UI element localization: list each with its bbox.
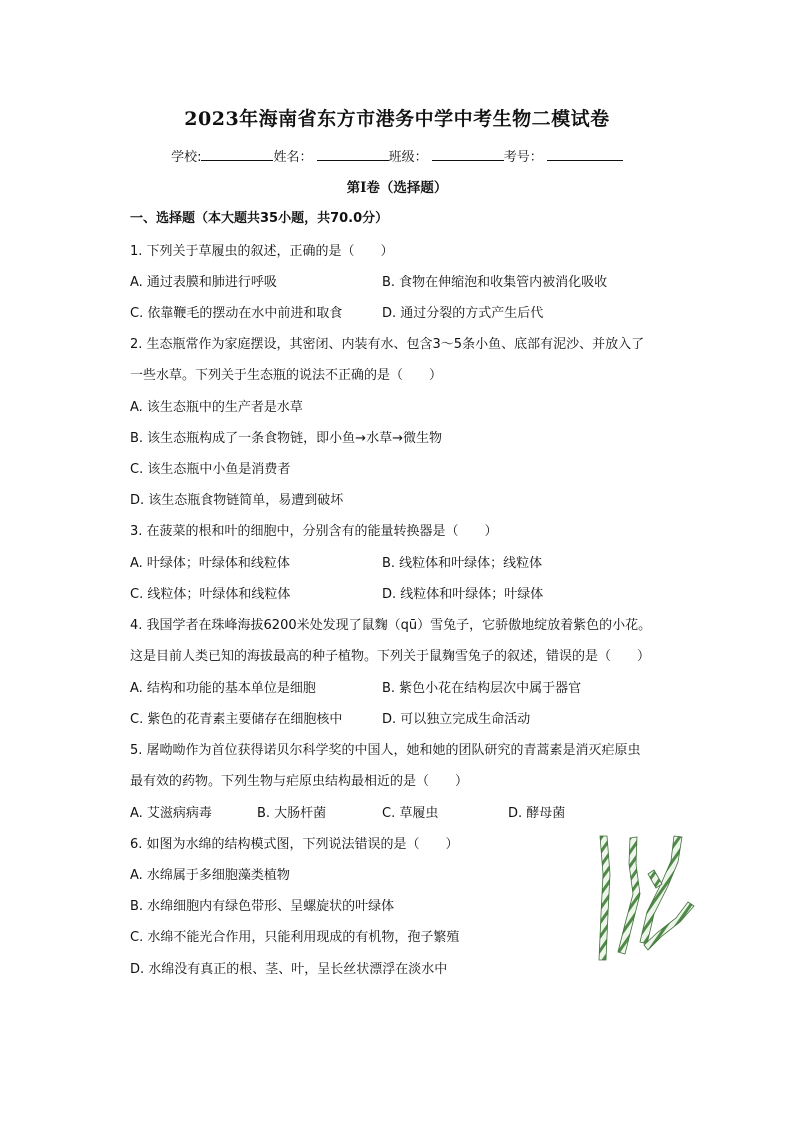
option-b: B. 食物在伸缩泡和收集管内被消化吸收 <box>382 275 608 290</box>
school-blank[interactable] <box>201 148 273 161</box>
exam-no-label: 考号： <box>503 150 543 165</box>
option-d: D. 可以独立完成生命活动 <box>382 712 531 727</box>
question-stem-cont: 一些水草。下列关于生态瓶的说法不正确的是（ ） <box>130 368 443 383</box>
filament-2 <box>618 837 640 954</box>
option-c: C. 紫色的花青素主要储存在细胞核中 <box>130 712 343 727</box>
exam-no-blank[interactable] <box>547 148 623 161</box>
question-stem: 4. 我国学者在珠峰海拔6200米处发现了鼠麴（qū）雪兔子，它骄傲地绽放着紫色的小花。 <box>130 618 652 633</box>
option-c: C. 线粒体；叶绿体和线粒体 <box>130 587 291 602</box>
student-info-line <box>0 146 794 165</box>
class-label: 班级： <box>388 150 428 165</box>
name-label: 姓名： <box>273 150 313 165</box>
option-c: C. 该生态瓶中小鱼是消费者 <box>130 462 291 477</box>
question-stem: 2. 生态瓶常作为家庭摆设，其密闭、内装有水、包含3～5条小鱼、底部有泥沙、并放入了 <box>130 337 645 352</box>
option-d: D. 水绵没有真正的根、茎、叶，呈长丝状漂浮在淡水中 <box>130 962 448 977</box>
option-b: B. 水绵细胞内有绿色带形、呈螺旋状的叶绿体 <box>130 899 395 914</box>
question-stem: 3. 在菠菜的根和叶的细胞中，分别含有的能量转换器是（ ） <box>130 524 498 539</box>
question-stem: 6. 如图为水绵的结构模式图，下列说法错误的是（ ） <box>130 837 459 852</box>
option-b: B. 紫色小花在结构层次中属于器官 <box>382 681 582 696</box>
option-d: D. 通过分裂的方式产生后代 <box>382 306 544 321</box>
option-b: B. 线粒体和叶绿体；线粒体 <box>382 556 543 571</box>
filament-3 <box>640 836 682 944</box>
spirogyra-figure <box>592 834 702 964</box>
school-label: 学校: <box>171 150 202 165</box>
option-a: A. 水绵属于多细胞藻类植物 <box>130 868 290 883</box>
filament-5 <box>648 870 662 888</box>
name-blank[interactable] <box>317 148 389 161</box>
option-a: A. 艾滋病病毒 <box>130 806 212 821</box>
option-a: A. 结构和功能的基本单位是细胞 <box>130 681 316 696</box>
volume-heading: 第Ⅰ卷（选择题） <box>346 180 448 196</box>
question-stem-cont: 这是目前人类已知的海拔最高的种子植物。下列关于鼠麹雪兔子的叙述，错误的是（ ） <box>130 649 651 664</box>
question-stem: 1. 下列关于草履虫的叙述，正确的是（ ） <box>130 244 394 259</box>
section-heading: 一、选择题（本大题共35小题，共70.0分） <box>130 211 389 226</box>
question-stem: 5. 屠呦呦作为首位获得诺贝尔科学奖的中国人，她和她的团队研究的青蒿素是消灭疟原虫 <box>130 743 641 758</box>
option-c: C. 依靠鞭毛的摆动在水中前进和取食 <box>130 306 343 321</box>
exam-title: 2023年海南省东方市港务中学中考生物二模试卷 <box>184 108 610 130</box>
option-b: B. 该生态瓶构成了一条食物链，即小鱼→水草→微生物 <box>130 431 442 446</box>
option-a: A. 该生态瓶中的生产者是水草 <box>130 400 303 415</box>
option-d: D. 酵母菌 <box>508 806 566 821</box>
filament-1 <box>599 836 610 960</box>
option-c: C. 水绵不能光合作用，只能利用现成的有机物，孢子繁殖 <box>130 930 460 945</box>
question-stem-cont: 最有效的药物。下列生物与疟原虫结构最相近的是（ ） <box>130 774 469 789</box>
class-blank[interactable] <box>432 148 504 161</box>
option-a: A. 叶绿体；叶绿体和线粒体 <box>130 556 290 571</box>
option-b: B. 大肠杆菌 <box>257 806 327 821</box>
option-d: D. 线粒体和叶绿体；叶绿体 <box>382 587 544 602</box>
option-d: D. 该生态瓶食物链简单，易遭到破坏 <box>130 493 344 508</box>
option-a: A. 通过表膜和肺进行呼吸 <box>130 275 277 290</box>
option-c: C. 草履虫 <box>382 806 439 821</box>
